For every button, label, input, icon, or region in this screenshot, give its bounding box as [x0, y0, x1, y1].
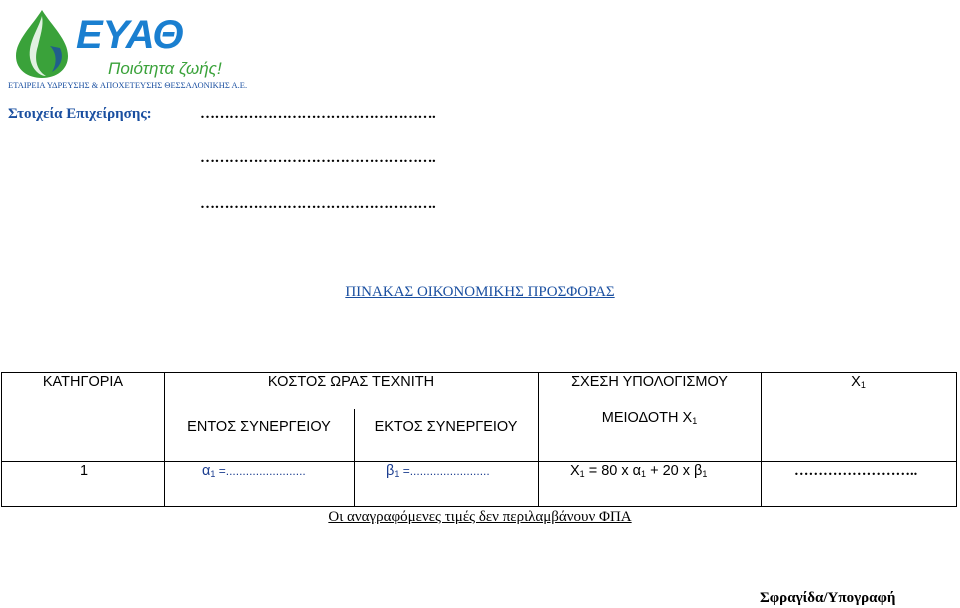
business-line-3: …………………………………………. [200, 196, 436, 212]
stamp-signature-label: Σφραγίδα/Υπογραφή [760, 590, 896, 606]
vat-note: Οι αναγραφόμενες τιμές δεν περιλαμβάνουν ΦΠΑ [328, 509, 632, 525]
financial-offer-table [1, 372, 957, 507]
subheader-lowest-bidder: ΜΕΙΟΔΟΤΗ $X_1$ [601, 410, 698, 426]
eyath-logo [10, 6, 222, 80]
company-name: ΕΤΑΙΡΕΙΑ ΥΔΡΕΥΣΗΣ & ΑΠΟΧΕΤΕΥΣΗΣ ΘΕΣΣΑΛΟΝΙΚΗΣ Α.Ε. [8, 80, 248, 90]
svg-text:ΕΥΑΘ: ΕΥΑΘ [76, 13, 184, 57]
offer-table-title: ΠΙΝΑΚΑΣ ΟΙΚΟΝΟΜΙΚΗΣ ΠΡΟΣΦΟΡΑΣ [345, 284, 615, 300]
header-hourly-cost: ΚΟΣΤΟΣ ΩΡΑΣ ΤΕΧΝΙΤΗ [267, 374, 435, 390]
header-formula: ΣΧΕΣΗ ΥΠΟΛΟΓΙΣΜΟΥ [571, 374, 728, 390]
beta-input[interactable]: $\beta_1$ =........................ [386, 463, 490, 479]
business-line-2: …………………………………………. [200, 150, 436, 166]
business-line-1: …………………………………………. [200, 106, 436, 122]
svg-text:Ποιότητα ζωής!: Ποιότητα ζωής! [108, 59, 222, 78]
header-x1: $X_1$ [851, 374, 866, 390]
formula-expression: $X_1 = 80$ x $\alpha_1 + 20$ x $\beta_1$ [570, 463, 708, 479]
alpha-input[interactable]: $\alpha_1$ =........................ [202, 463, 306, 479]
x1-value-input[interactable]: …………………….. [794, 463, 918, 479]
header-category: ΚΑΤΗΓΟΡΙΑ [42, 374, 124, 390]
business-details-label: Στοιχεία Επιχείρησης: [8, 106, 152, 122]
subheader-outside-workshop: ΕΚΤΟΣ ΣΥΝΕΡΓΕΙΟΥ [374, 419, 518, 435]
row-category: 1 [80, 463, 89, 479]
subheader-inside-workshop: ΕΝΤΟΣ ΣΥΝΕΡΓΕΙΟΥ [187, 419, 331, 435]
